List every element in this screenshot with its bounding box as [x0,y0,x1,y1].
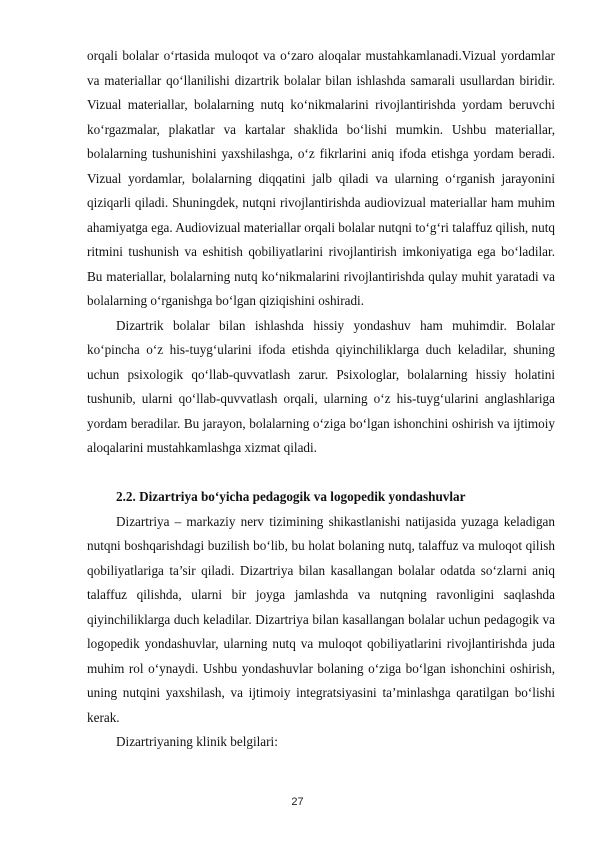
document-page [87,44,555,755]
page-number: 27 [291,796,304,808]
paragraph-visual-materials: orqali bolalar o‘rtasida muloqot va o‘zaro aloqalar mustahkamlanadi.Vizual yordamlar va materiallar qo‘llanilishi dizartrik bolalar bilan ishlashda samarali usullardan biridir. Vizual materiallar, bolalarning nutq ko‘nikmalarini rivojlantirishda yordam beruvchi ko‘rgazmalar, plakatlar va kartalar shaklida bo‘lishi mumkin. Ushbu materiallar, bolalarning tushunishini yaxshilashga, o‘z fikrlarini aniq ifoda etishga yordam beradi. Vizual yordamlar, bolalarning diqqatini jalb qiladi va ularning o‘rganish jarayonini qiziqarli qiladi. Shuningdek, nutqni rivojlantirishda audiovizual materiallar ham muhim ahamiyatga ega. Audiovizual materiallar orqali bolalar nutqni to‘g‘ri talaffuz qilish, nutq ritmini tushunish va eshitish qobiliyatlarini rivojlantirish imkoniyatiga ega bo‘ladilar. Bu materiallar, bolalarning nutq ko‘nikmalarini rivojlantirishda qulay muhit yaratadi va bolalarning o‘rganishga bo‘lgan qiziqishini oshiradi. [87,48,555,308]
paragraph-clinical-signs: Dizartriyaning klinik belgilari: [116,734,278,749]
paragraph-emotional-approach: Dizartrik bolalar bilan ishlashda hissiy yondashuv ham muhimdir. Bolalar ko‘pincha o‘z his-tuyg‘ularini ifoda etishda qiyinchiliklarga duch keladilar, shuning uchun psixologik qo‘llab-quvvatlash zarur. Psixologlar, bolalarning hissiy holatini tushunib, ularni qo‘llab-quvvatlash orqali, ularning o‘z his-tuyg‘ularini anglashlariga yordam beradilar. Bu jarayon, bolalarning o‘ziga bo‘lgan ishonchini oshirish va ijtimoiy aloqalarini mustahkamlashga xizmat qiladi. [87,317,555,455]
section-heading: 2.2. Dizartriya bo‘yicha pedagogik va logopedik yondashuvlar [116,489,466,504]
section-spacer [87,461,555,486]
paragraph-dysarthria-definition: Dizartriya – markaziy nerv tizimining shikastlanishi natijasida yuzaga keladigan nutqni boshqarishdagi buzilish bo‘lib, bu holat bolaning nutq, talaffuz va muloqot qilish qobiliyatlariga ta’sir qiladi. Dizartriya bilan kasallangan bolalar odatda so‘zlarni aniq talaffuz qilishda, ularni bir joyga jamlashda va nutqning ravonligini saqlashda qiyinchiliklarga duch keladilar. Dizartriya bilan kasallangan bolalar uchun pedagogik va logopedik yondashuvlar, ularning nutq va muloqot qobiliyatlarini rivojlantirishda juda muhim rol o‘ynaydi. Ushbu yondashuvlar bolaning o‘ziga bo‘lgan ishonchini oshirish, uning nutqini yaxshilash, va ijtimoiy integratsiyasini ta’minlashga qaratilgan bo‘lishi kerak. [87,513,555,725]
